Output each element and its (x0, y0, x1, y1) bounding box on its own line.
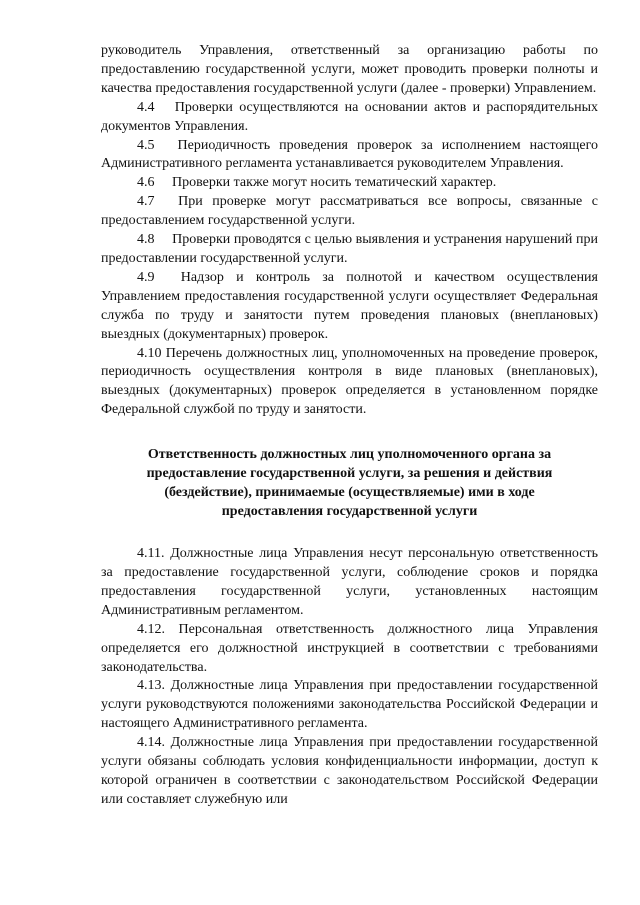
heading-line: предоставления государственной услуги (221, 504, 478, 520)
clause-number: 4.5 (137, 137, 155, 153)
clause-number: 4.12. (137, 621, 165, 637)
heading-line: Ответственность должностных лиц уполномоченного органа за (147, 447, 552, 463)
clause-text: Должностные лица Управления при предоставлении государственной услуги обязаны соблюдать условия конфиденциальности информации, доступ к которой ограничен в соответствии с законодательством Российской Федерации или составляет служебную или (101, 735, 599, 807)
clause-4-9 (101, 269, 598, 345)
clause-number: 4.10 (137, 345, 162, 361)
clause-4-11 (101, 545, 598, 621)
clause-4-13 (101, 677, 598, 734)
clause-number: 4.6 (137, 175, 155, 191)
heading-line: (бездействие), принимаемые (осуществляемые) ими в ходе (164, 485, 535, 501)
clause-text: При проверке могут рассматриваться все вопросы, связанные с предоставлением государственной услуги. (101, 194, 598, 229)
clause-text: Проверки осуществляются на основании актов и распорядительных документов Управления. (101, 99, 599, 134)
clause-text: Периодичность проведения проверок за исполнением настоящего Административного регламента устанавливается руководителем Управления. (101, 137, 598, 172)
section-heading (101, 445, 598, 521)
clause-number: 4.9 (137, 269, 155, 285)
clause-text: Проверки проводятся с целью выявления и устранения нарушений при предоставлении государственной услуги. (101, 232, 599, 266)
clause-4-7 (101, 193, 598, 231)
clause-number: 4.8 (137, 232, 155, 248)
clause-number: 4.4 (137, 99, 155, 115)
clause-text: Персональная ответственность должностного лица Управления определяется его должностной инструкцией в соответствии с требованиями законодательства. (101, 621, 598, 675)
clause-number: 4.7 (137, 194, 155, 210)
clause-4-10 (101, 345, 598, 421)
clause-4-12 (101, 621, 598, 678)
clause-number: 4.14. (137, 735, 165, 751)
clause-4-6 (101, 174, 598, 193)
document-page (101, 42, 598, 810)
clause-4-4 (101, 99, 598, 137)
clause-text: Должностные лица Управления несут персональную ответственность за предоставление государственной услуги, соблюдение сроков и порядка предоставления государственной услуги, установленных настоящим Административным регламентом. (101, 546, 598, 618)
clause-text: Надзор и контроль за полнотой и качеством осуществления Управлением предоставления государственной услуги осуществляет Федеральная служба по труду и занятости путем проведения плановых (внеплановых) выездных (документарных) проверок. (101, 269, 598, 342)
clause-text: Должностные лица Управления при предоставлении государственной услуги руководствуются положениями законодательства Российской Федерации и настоящего Административного регламента. (101, 678, 599, 732)
heading-line: предоставление государственной услуги, за решения и действия (146, 466, 553, 482)
clause-4-8 (101, 231, 598, 269)
clause-text: Перечень должностных лиц, уполномоченных на проведение проверок, периодичность осуществления контроля в виде плановых (внеплановых), выездных (документарных) проверок определяется в установленном порядке Федеральной службой по труду и занятости. (101, 345, 599, 418)
clause-4-14 (101, 734, 598, 810)
clause-4-5 (101, 137, 598, 175)
intro-paragraph: руководитель Управления, ответственный за организацию работы по предоставлению государственной услуги, может проводить проверки полноты и качества предоставления государственной услуги (далее - проверки) Управлением. (101, 43, 598, 96)
clause-number: 4.11. (137, 546, 165, 562)
clause-number: 4.13. (137, 678, 165, 694)
clause-text: Проверки также могут носить тематический характер. (172, 175, 497, 191)
